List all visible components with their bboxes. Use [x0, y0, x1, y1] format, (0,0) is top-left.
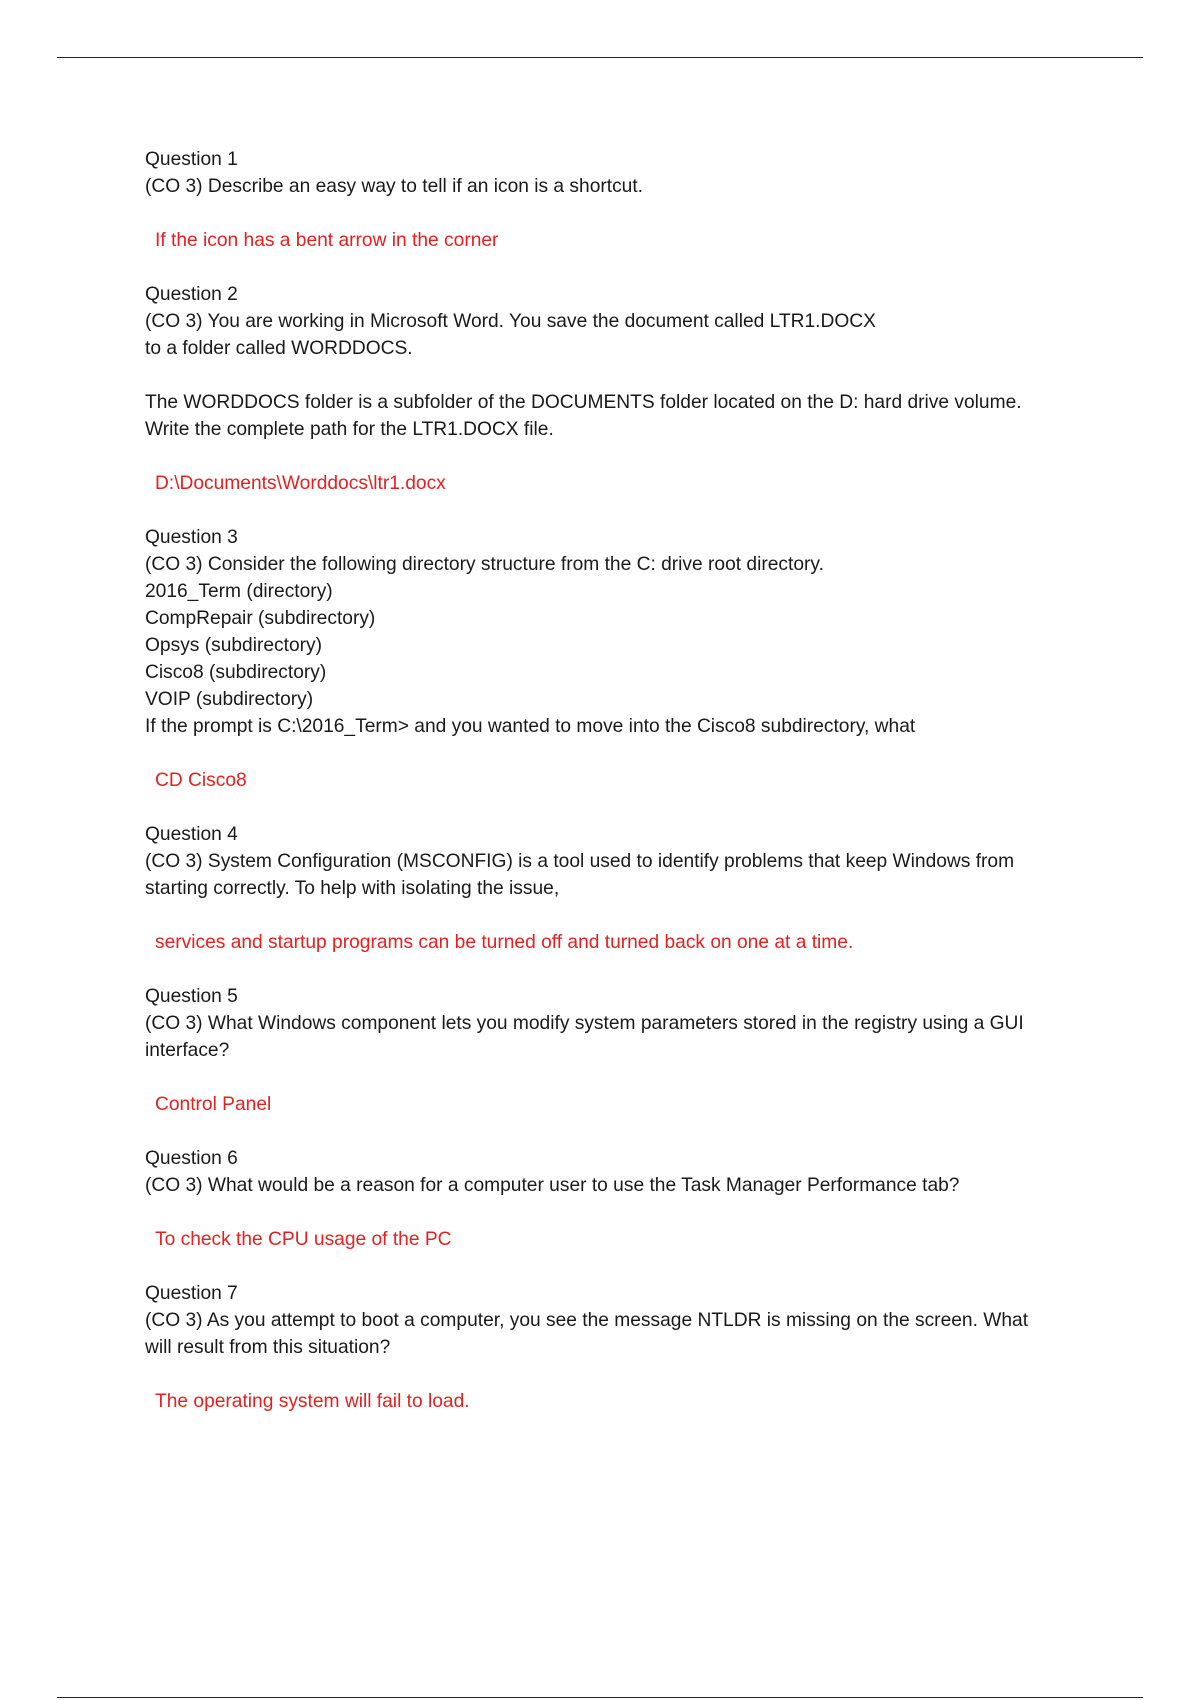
question-title: Question 2 — [145, 284, 238, 305]
footer-rule — [57, 1697, 1143, 1698]
question-text: (CO 3) You are working in Microsoft Word. You save the document called LTR1.DOCX — [145, 311, 876, 332]
question-text: (CO 3) Describe an easy way to tell if an icon is a shortcut. — [145, 176, 644, 197]
question-title: Question 4 — [145, 824, 238, 845]
question-4 — [145, 821, 1075, 956]
answer-text: To check the CPU usage of the PC — [155, 1229, 452, 1250]
document-body — [145, 146, 1075, 1442]
answer-text: If the icon has a bent arrow in the corner — [155, 230, 499, 251]
question-5 — [145, 983, 1075, 1118]
question-text: (CO 3) As you attempt to boot a computer, you see the message NTLDR is missing on the screen. What — [145, 1310, 1029, 1331]
question-7 — [145, 1280, 1075, 1415]
question-text: Cisco8 (subdirectory) — [145, 662, 327, 683]
question-text: (CO 3) System Configuration (MSCONFIG) is a tool used to identify problems that keep Windows from — [145, 851, 1015, 872]
question-6 — [145, 1145, 1075, 1253]
header-rule — [57, 57, 1143, 58]
question-text: interface? — [145, 1040, 230, 1061]
question-title: Question 7 — [145, 1283, 238, 1304]
question-text: (CO 3) What would be a reason for a computer user to use the Task Manager Performance tab? — [145, 1175, 960, 1196]
question-title: Question 6 — [145, 1148, 238, 1169]
question-title: Question 1 — [145, 149, 238, 170]
question-1 — [145, 146, 1075, 254]
question-text: Write the complete path for the LTR1.DOCX file. — [145, 419, 554, 440]
question-text: (CO 3) Consider the following directory structure from the C: drive root directory. — [145, 554, 824, 575]
answer-text: D:\Documents\Worddocs\ltr1.docx — [155, 473, 446, 494]
question-text: VOIP (subdirectory) — [145, 689, 314, 710]
answer-text: Control Panel — [155, 1094, 272, 1115]
question-text: Opsys (subdirectory) — [145, 635, 322, 656]
answer-text: The operating system will fail to load. — [155, 1391, 470, 1412]
answer-text: services and startup programs can be turned off and turned back on one at a time. — [155, 932, 854, 953]
answer-text: CD Cisco8 — [155, 770, 247, 791]
question-text: The WORDDOCS folder is a subfolder of the DOCUMENTS folder located on the D: hard drive volume. — [145, 392, 1022, 413]
question-text: 2016_Term (directory) — [145, 581, 333, 602]
question-text: to a folder called WORDDOCS. — [145, 338, 413, 359]
question-text: (CO 3) What Windows component lets you modify system parameters stored in the registry using a GUI — [145, 1013, 1024, 1034]
question-text: CompRepair (subdirectory) — [145, 608, 376, 629]
question-title: Question 5 — [145, 986, 238, 1007]
question-3 — [145, 524, 1075, 794]
question-text: If the prompt is C:\2016_Term> and you wanted to move into the Cisco8 subdirectory, what — [145, 716, 916, 737]
question-2 — [145, 281, 1075, 497]
question-title: Question 3 — [145, 527, 238, 548]
question-text: starting correctly. To help with isolating the issue, — [145, 878, 560, 899]
question-text: will result from this situation? — [145, 1337, 391, 1358]
paragraph-gap — [145, 362, 1075, 389]
